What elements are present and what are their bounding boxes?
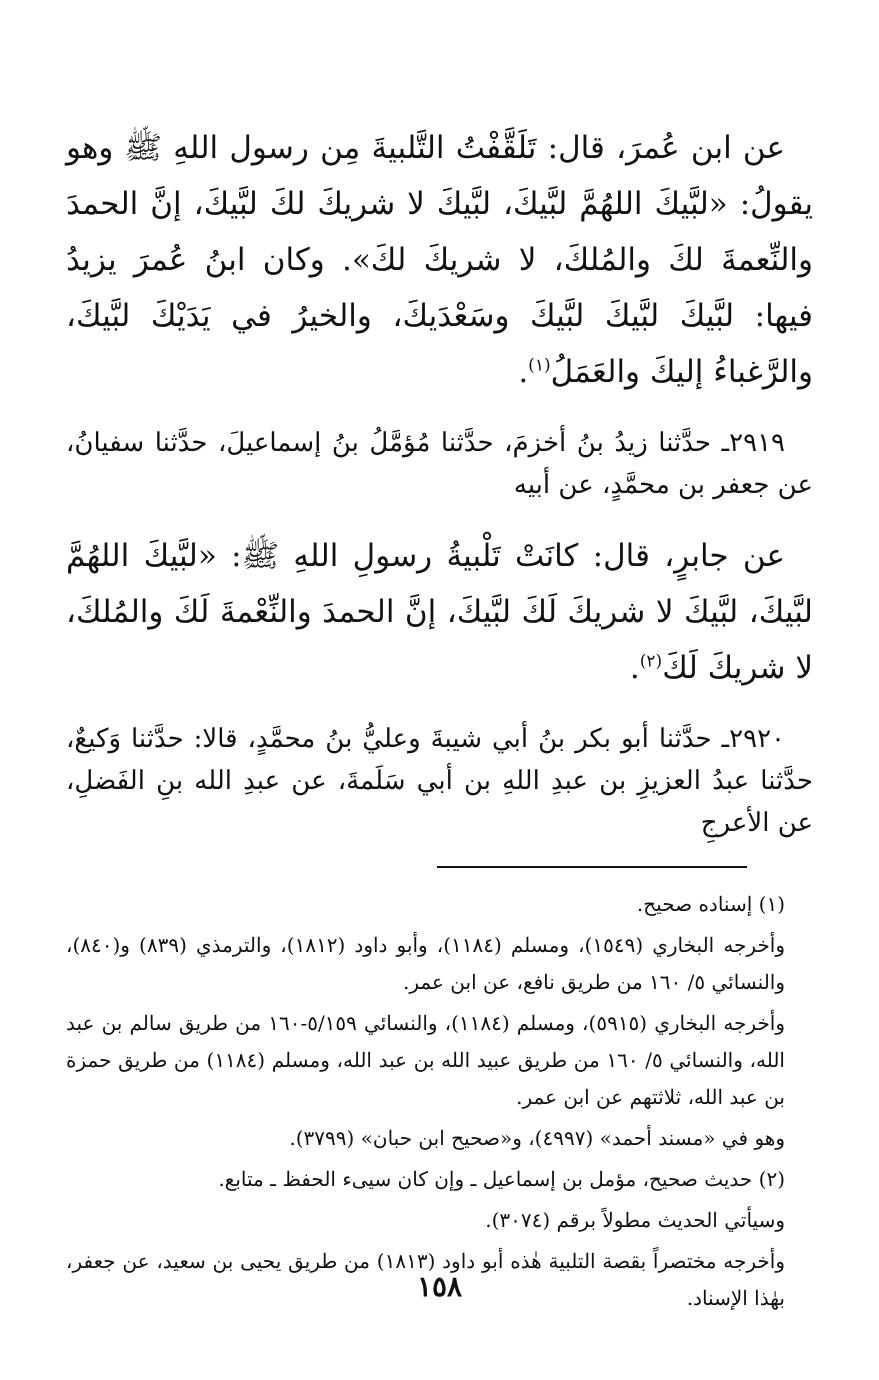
- paragraph-text: ٢٩١٩ـ حدَّثنا زيدُ بنُ أخزمَ، حدَّثنا مُؤمَّلُ بنُ إسماعيلَ، حدَّثنا سفيانُ، عن جعفر بن محمَّدٍ، عن أبيه: [66, 428, 813, 500]
- hadith-2919-matn: [66, 528, 813, 696]
- footnote-line: (١) إسناده صحيح.: [636, 892, 785, 916]
- footnote-line: وأخرجه مختصراً بقصة التلبية هٰذه أبو داود (١٨١٣) من طريق يحيى بن سعيد، عن جعفر، بهٰذا الإسناد.: [66, 1249, 786, 1310]
- hadith-2919-isnad: [66, 422, 813, 506]
- footnote-line: (٢) حديث صحيح، مؤمل بن إسماعيل ـ وإن كان سيىء الحفظ ـ متابع.: [218, 1167, 785, 1191]
- footnote-ref-1: (١): [528, 355, 551, 376]
- footnote-ref-2: (٢): [639, 651, 663, 672]
- footnote-line: وهو في «مسند أحمد» (٤٩٩٧)، و«صحيح ابن حبان» (٣٧٩٩).: [289, 1126, 785, 1150]
- paragraph-text: ٢٩٢٠ـ حدَّثنا أبو بكر بنُ أبي شيبةَ وعليُّ بنُ محمَّدٍ، قالا: حدَّثنا وَكيعٌ، حدَّثنا عبدُ العزيزِ بن عبدِ اللهِ بن أبي سَلَمةَ، عن عبدِ الله بنِ الفَضلِ، عن الأعرجِ: [66, 724, 813, 838]
- paragraph-end: .: [629, 650, 640, 686]
- footnote-line: وسيأتي الحديث مطولاً برقم (٣٠٧٤).: [485, 1208, 785, 1232]
- footnote-line: وأخرجه البخاري (١٥٤٩)، ومسلم (١١٨٤)، وأبو داود (١٨١٢)، والترمذي (٨٣٩) و(٨٤٠)، والنسائي ٥/ ١٦٠ من طريق نافع، عن ابن عمر.: [66, 933, 786, 994]
- footnotes: [66, 886, 813, 1317]
- paragraph-text: عن ابن عُمرَ، قال: تَلَقَّفْتُ التَّلبيةَ مِن رسول اللهِ ﷺ وهو يقولُ: «لبَّيكَ اللهُمَّ لبَّيكَ، لبَّيكَ لا شريكَ لكَ لبَّيكَ، إنَّ الحمدَ والنِّعمةَ لكَ والمُلكَ، لا شريكَ لكَ». وكان ابنُ عُمرَ يزيدُ فيها: لبَّيكَ لبَّيكَ لبَّيكَ وسَعْدَيكَ، والخيرُ في يَدَيْكَ لبَّيكَ، والرَّغباءُ إليكَ والعَمَلُ: [66, 130, 813, 390]
- footnote-line: وأخرجه البخاري (٥٩١٥)، ومسلم (١١٨٤)، والنسائي ٥/١٥٩-١٦٠ من طريق سالم بن عبد الله، والنسائي ٥/ ١٦٠ من طريق عبيد الله بن عبد الله، ومسلم (١١٨٤) من طريق حمزة بن عبد الله، ثلاثتهم عن ابن عمر.: [66, 1011, 786, 1109]
- paragraph-end: .: [518, 354, 529, 390]
- page-number: ١٥٨: [416, 1270, 463, 1303]
- hadith-2920-isnad: [66, 718, 813, 844]
- footnote-separator: [437, 866, 747, 868]
- paragraph-text: عن جابرٍ، قال: كانَتْ تَلْبيةُ رسولِ اللهِ ﷺ: «لبَّيكَ اللهُمَّ لبَّيكَ، لبَّيكَ لا شريكَ لَكَ لبَّيكَ، إنَّ الحمدَ والنِّعْمةَ لَكَ والمُلكَ، لا شريكَ لَكَ: [66, 538, 813, 686]
- paragraph-continuation: [66, 120, 813, 400]
- main-text: [66, 120, 813, 844]
